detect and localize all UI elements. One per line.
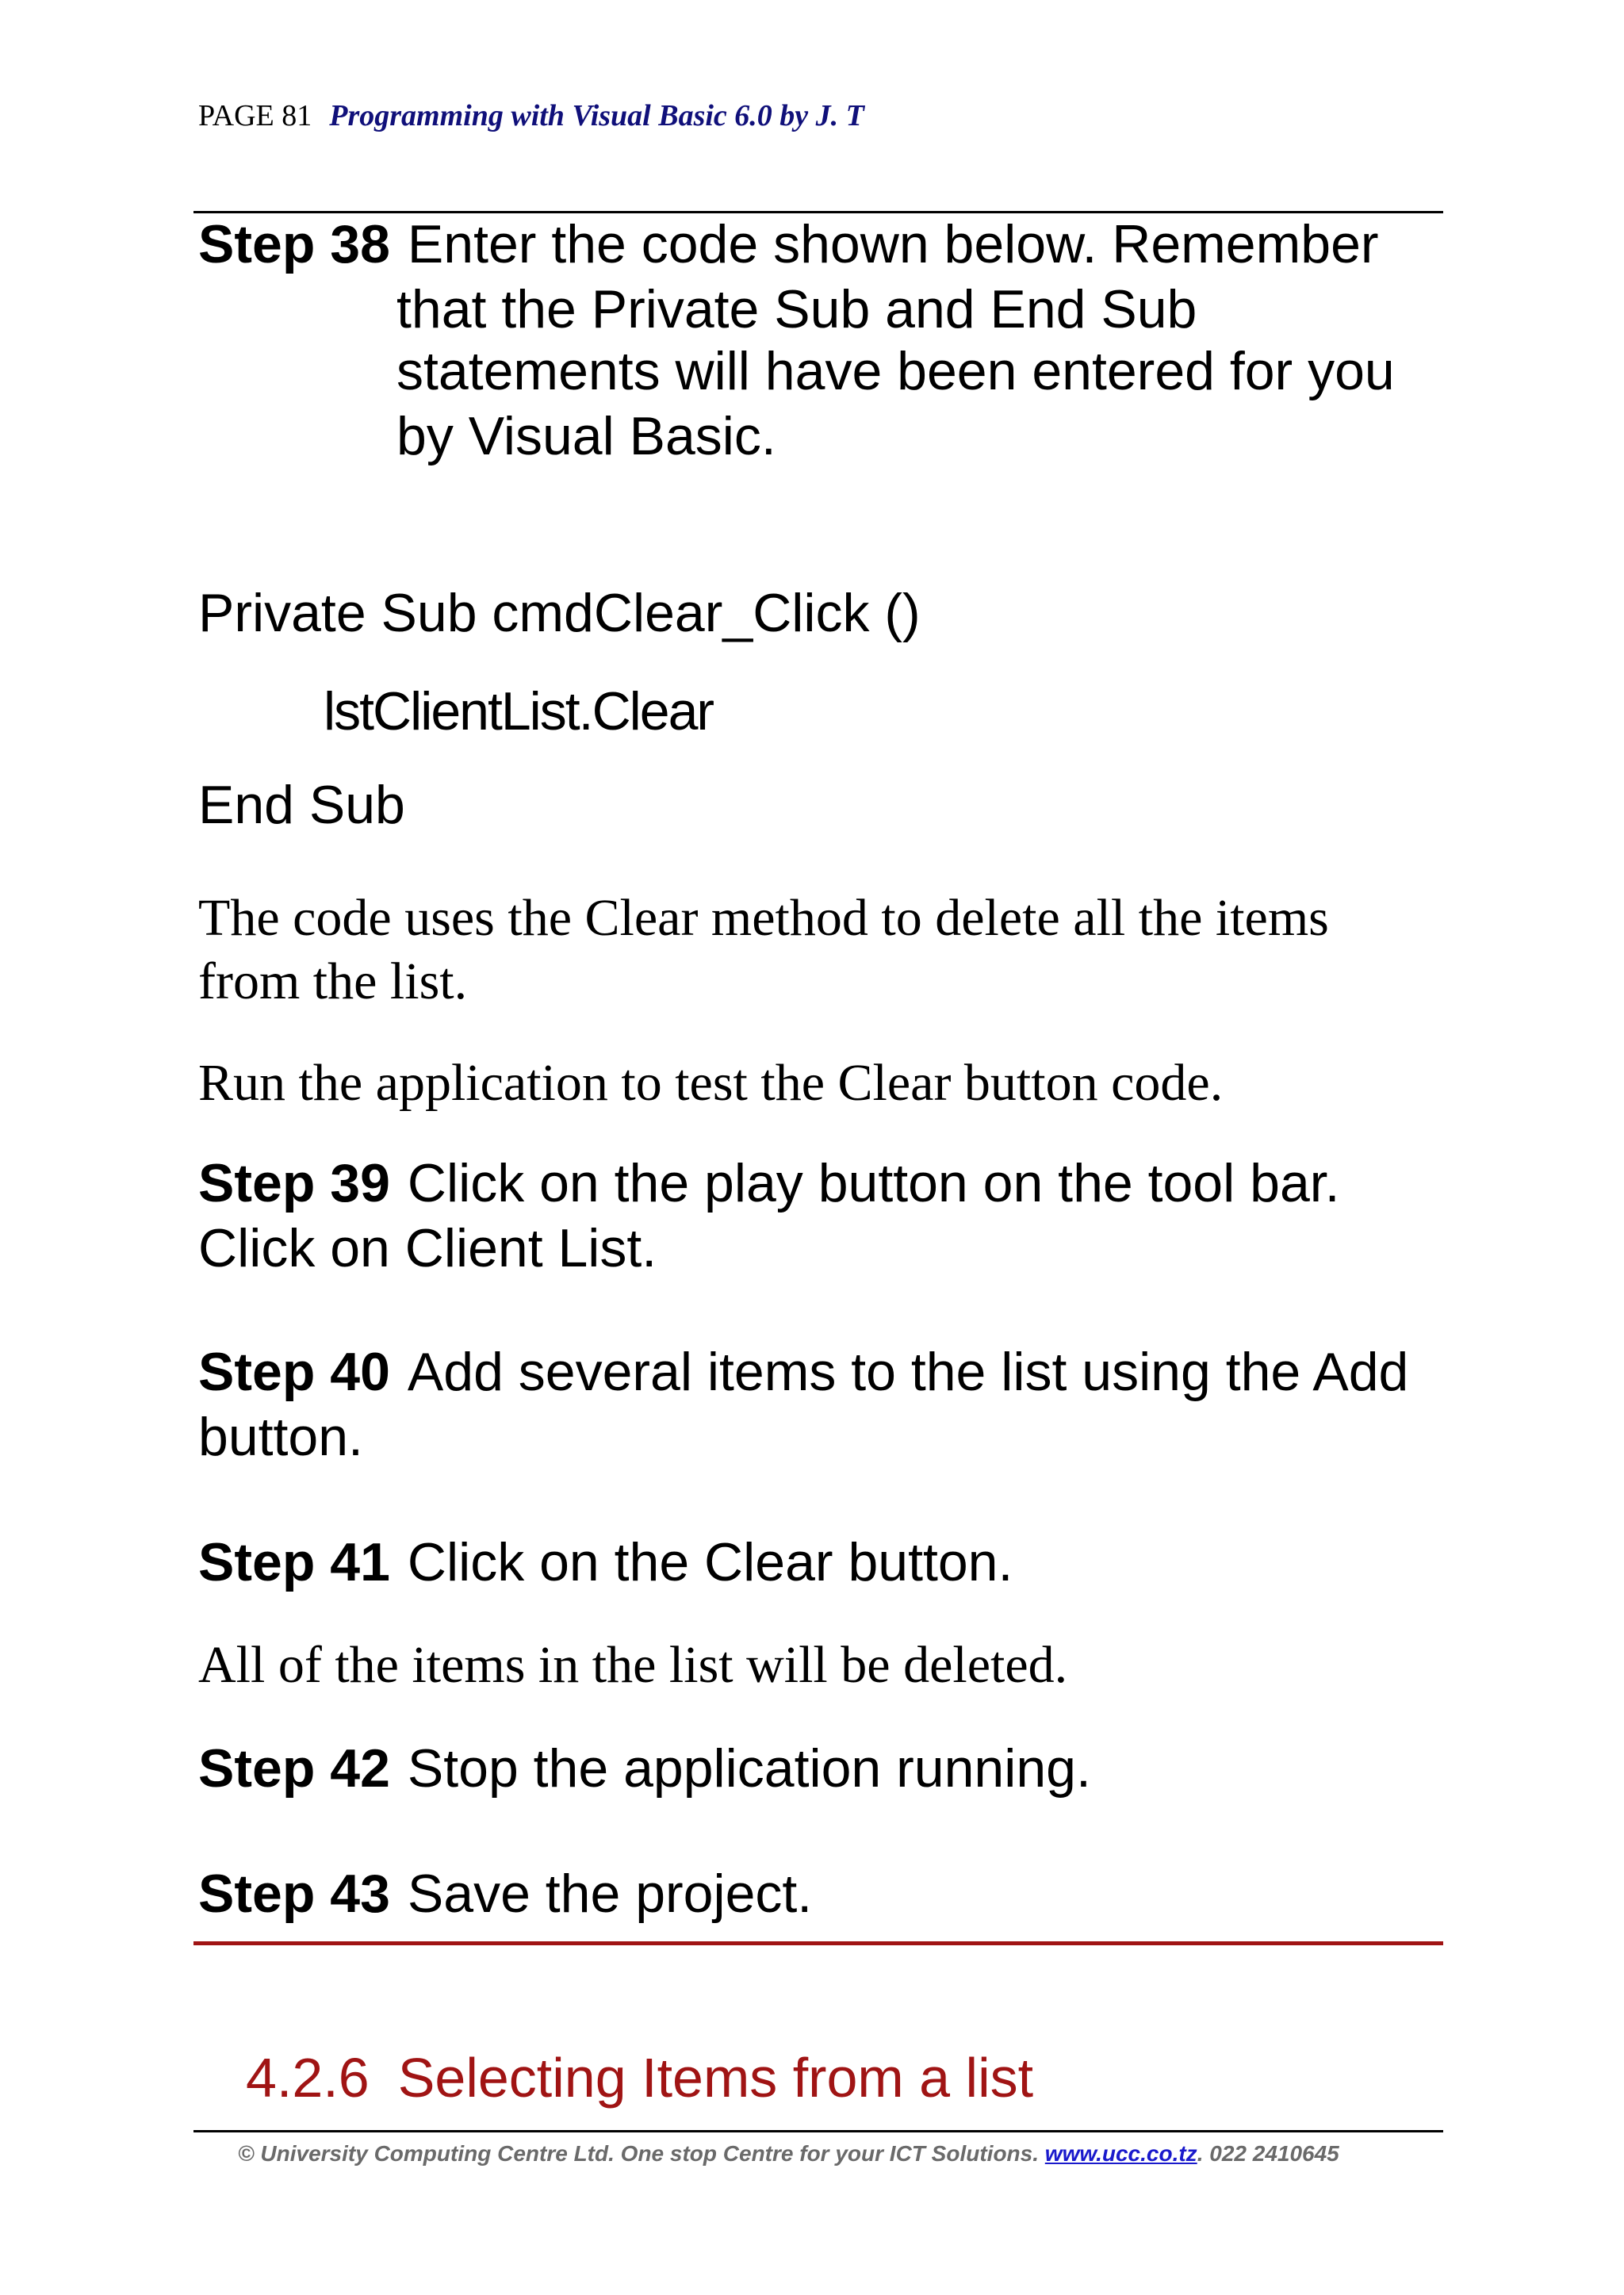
step-39-line-1: Click on the play button on the tool bar. xyxy=(407,1153,1340,1213)
step-40 xyxy=(198,1340,1408,1404)
paragraph-2: Run the application to test the Clear button code. xyxy=(198,1054,1224,1112)
step-38 xyxy=(198,213,1379,276)
page-number: PAGE 81 xyxy=(198,99,312,132)
section-divider xyxy=(193,1941,1443,1945)
footer-copyright: © University Computing Centre Ltd. One stop Centre for your ICT Solutions. xyxy=(238,2141,1040,2166)
footer-website-link[interactable]: www.ucc.co.tz xyxy=(1044,2141,1197,2166)
section-number: 4.2.6 xyxy=(246,2047,370,2109)
code-line-1: Private Sub cmdClear_Click () xyxy=(198,583,921,643)
section-heading xyxy=(246,2046,1033,2109)
paragraph-1-line-1: The code uses the Clear method to delete all the items xyxy=(198,889,1329,947)
step-38-line-3: statements will have been entered for you xyxy=(396,341,1395,401)
step-42-text: Stop the application running. xyxy=(407,1738,1091,1799)
step-39 xyxy=(198,1151,1340,1215)
step-38-line-4: by Visual Basic. xyxy=(396,406,776,466)
step-40-label: Step 40 xyxy=(198,1342,390,1402)
paragraph-1-line-2: from the list. xyxy=(198,952,468,1010)
step-43 xyxy=(198,1862,812,1925)
step-39-label: Step 39 xyxy=(198,1153,390,1213)
step-39-line-2: Click on Client List. xyxy=(198,1218,657,1278)
step-43-text: Save the project. xyxy=(407,1864,813,1924)
step-38-line-2: that the Private Sub and End Sub xyxy=(396,279,1197,339)
page-footer xyxy=(238,2141,1339,2167)
step-41-text: Click on the Clear button. xyxy=(407,1532,1013,1592)
book-title: Programming with Visual Basic 6.0 by J. T xyxy=(329,99,864,132)
paragraph-3: All of the items in the list will be deleted. xyxy=(198,1636,1068,1694)
code-line-2: lstClientList.Clear xyxy=(324,681,714,741)
step-42-label: Step 42 xyxy=(198,1738,390,1799)
step-42 xyxy=(198,1737,1091,1800)
footer-phone: . 022 2410645 xyxy=(1197,2141,1339,2166)
footer-divider xyxy=(193,2130,1443,2132)
step-43-label: Step 43 xyxy=(198,1864,390,1924)
step-41 xyxy=(198,1531,1013,1594)
step-38-label: Step 38 xyxy=(198,214,390,274)
page-header xyxy=(198,98,864,133)
code-line-3: End Sub xyxy=(198,775,405,835)
step-40-line-2: button. xyxy=(198,1407,363,1467)
section-title: Selecting Items from a list xyxy=(397,2047,1034,2109)
step-41-label: Step 41 xyxy=(198,1532,390,1592)
step-40-line-1: Add several items to the list using the Add xyxy=(407,1342,1409,1402)
step-38-line-1: Enter the code shown below. Remember xyxy=(407,214,1379,274)
